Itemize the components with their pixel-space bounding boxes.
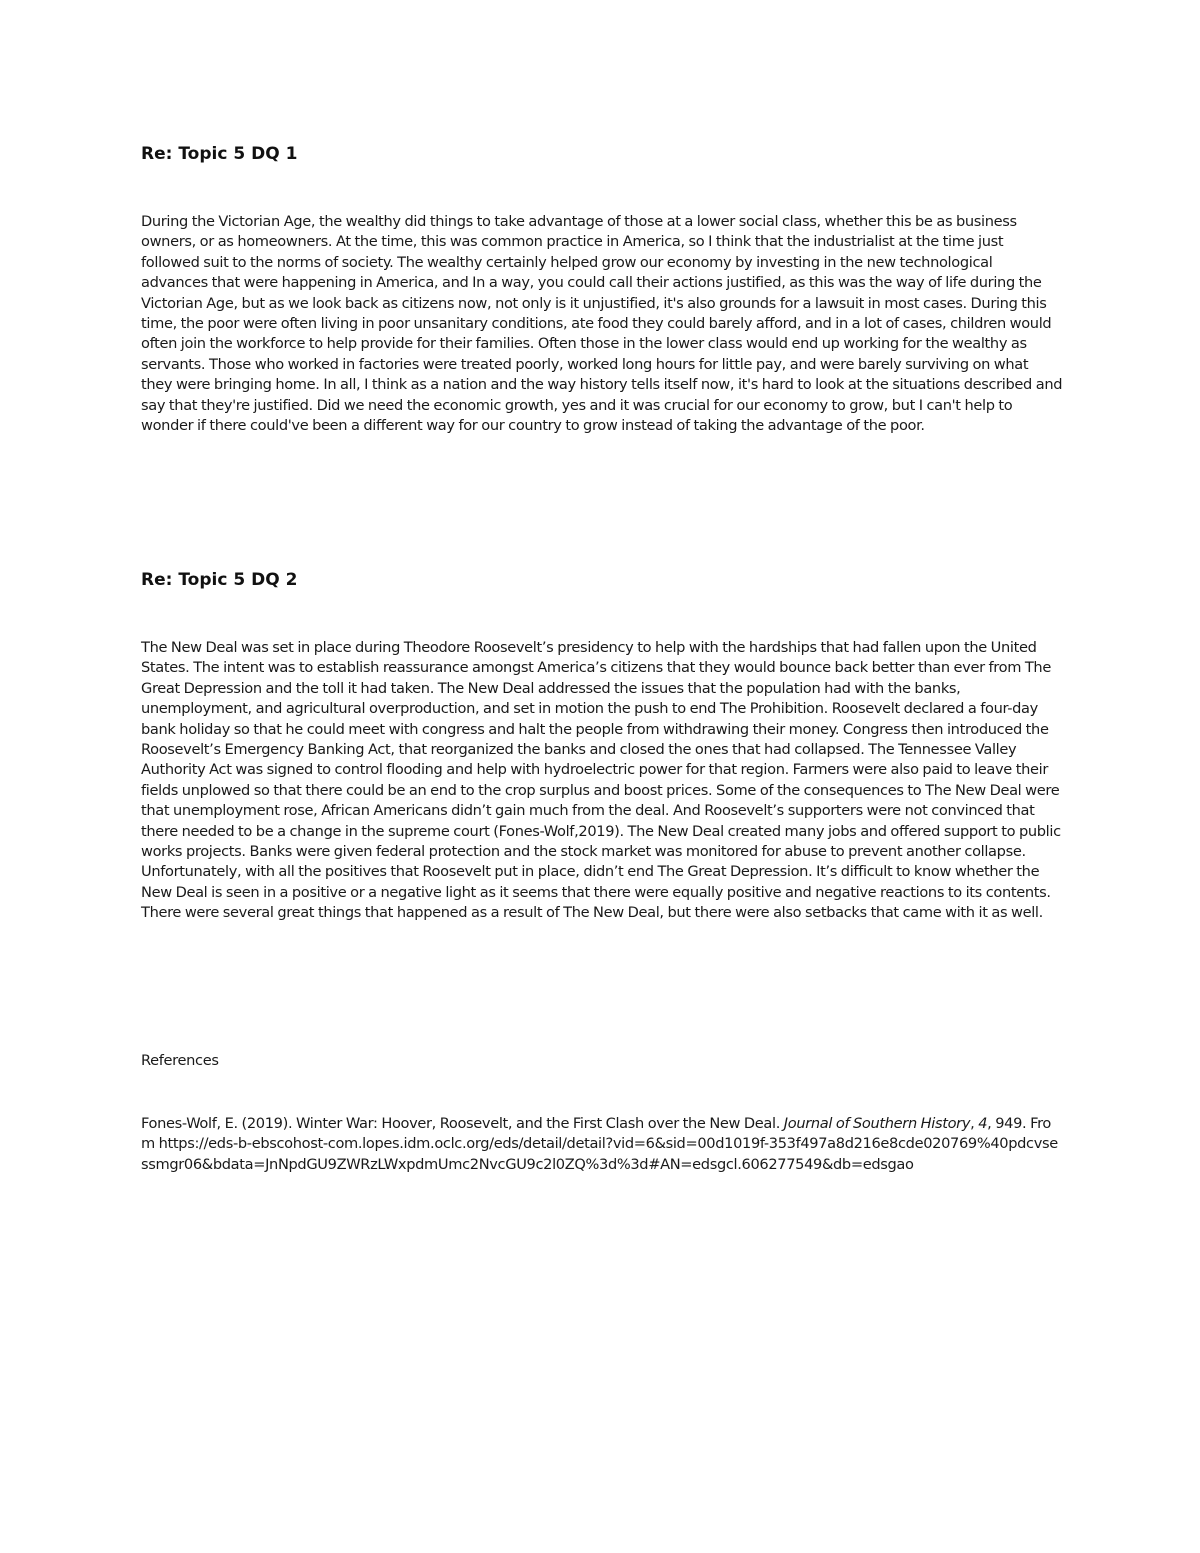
reference-link: 949. From https://eds-b-ebscohost-com.lopes.idm.oclc.org/eds/detail/detail?vid=6&sid=00d1019f-353f497a8d216e8cde020769%40pdcvsessmgr06&bdata=JnNpdGU9ZWRzLWxpdmUmc2NvcGU9c2l0ZQ%3d%3d#AN=edsgcl.606277549&db=edsgao bbox=[141, 1115, 1058, 1173]
dq2-body: The New Deal was set in place during Theodore Roosevelt’s presidency to help with the hardships that had fallen upon the United States. The intent was to establish reassurance amongst America’s citizens that they would bounce back better than ever from The Great Depression and the toll it had taken. The New Deal addressed the issues that the population had with the banks, unemployment, and agricultural overproduction, and set in motion the push to end The Prohibition. Roosevelt declared a four-day bank holiday so that he could meet with congress and halt the people from withdrawing their money. Congress then introduced the Roosevelt’s Emergency Banking Act, that reorganized the banks and closed the ones that had collapsed. The Tennessee Valley Authority Act was signed to control flooding and help with hydroelectric power for that region. Farmers were also paid to leave their fields unplowed so that there could be an end to the crop surplus and boost prices. Some of the consequences to The New Deal were that unemployment rose, African Americans didn’t gain much from the deal. And Roosevelt’s supporters were not convinced that there needed to be a change in the supreme court (Fones-Wolf,2019). The New Deal created many jobs and offered support to public works projects. Banks were given federal protection and the stock market was monitored for abuse to prevent another collapse. Unfortunately, with all the positives that Roosevelt put in place, didn’t end The Great Depression. It’s difficult to know whether the New Deal is seen in a positive or a negative light as it seems that there were equally positive and negative reactions to its contents. There were several great things that happened as a result of The New Deal, but there were also setbacks that came with it as well. bbox=[141, 639, 1061, 922]
dq2-heading: Re: Topic 5 DQ 2 bbox=[141, 570, 298, 590]
reference-separator: , bbox=[970, 1115, 979, 1132]
reference-authors-title: Fones-Wolf, E. (2019). Winter War: Hoover, Roosevelt, and the First Clash over the New Deal. bbox=[141, 1115, 784, 1132]
reference-separator: , bbox=[987, 1115, 996, 1132]
dq1-body: During the Victorian Age, the wealthy did things to take advantage of those at a lower social class, whether this be as business owners, or as homeowners. At the time, this was common practice in America, so I think that the industrialist at the time just followed suit to the norms of society. The wealthy certainly helped grow our economy by investing in the new technological advances that were happening in America, and In a way, you could call their actions justified, as this was the way of life during the Victorian Age, but as we look back as citizens now, not only is it unjustified, it's also grounds for a lawsuit in most cases. During this time, the poor were often living in poor unsanitary conditions, ate food they could barely afford, and in a lot of cases, children would often join the workforce to help provide for their families. Often those in the lower class would end up working for the wealthy as servants. Those who worked in factories were treated poorly, worked long hours for little pay, and were barely surviving on what they were bringing home. In all, I think as a nation and the way history tells itself now, it's hard to look at the situations described and say that they're justified. Did we need the economic growth, yes and it was crucial for our economy to grow, but I can't help to wonder if there could've been a different way for our country to grow instead of taking the advantage of the poor. bbox=[141, 213, 1063, 435]
reference-journal: Journal of Southern History bbox=[783, 1115, 971, 1132]
dq1-heading: Re: Topic 5 DQ 1 bbox=[141, 144, 298, 164]
reference-entry bbox=[141, 1114, 1063, 1175]
references-label: References bbox=[141, 1052, 219, 1069]
reference-volume: 4 bbox=[978, 1115, 988, 1132]
